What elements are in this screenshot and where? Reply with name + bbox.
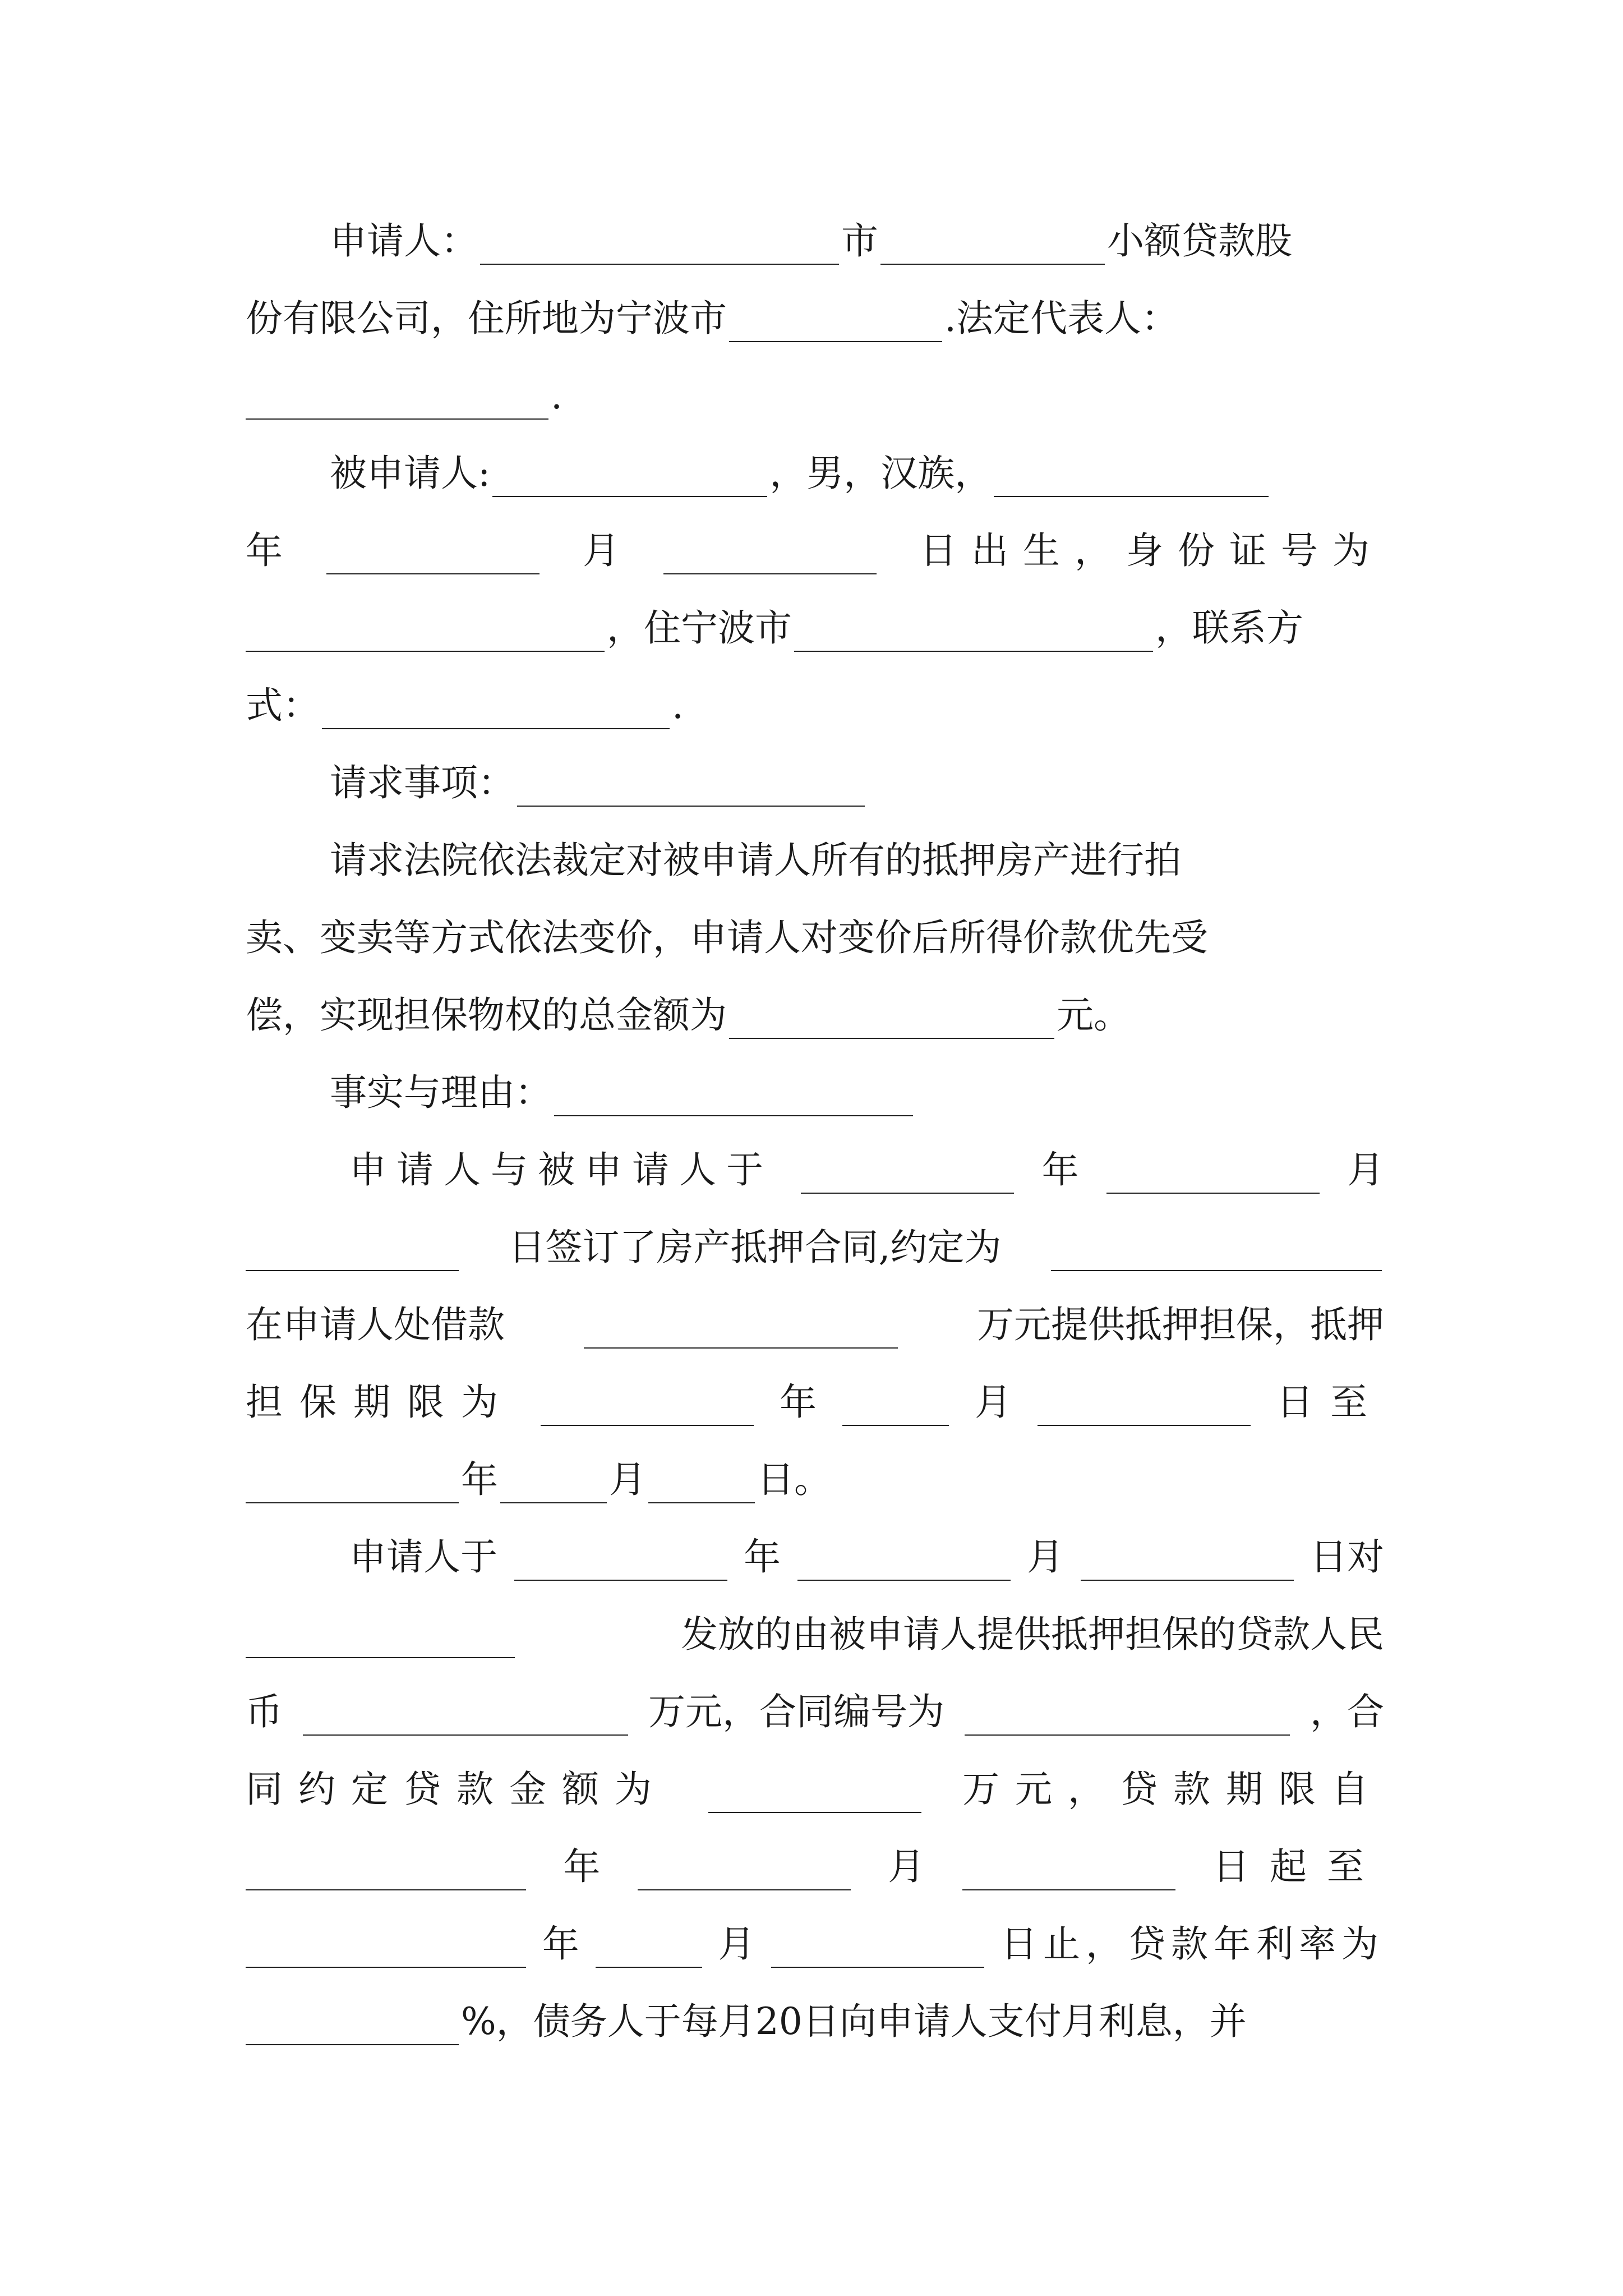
- loan-line-4: [246, 1761, 1384, 1818]
- blank-guarantee-start-year[interactable]: [541, 1390, 754, 1426]
- facts-heading: 事实与理由：: [330, 1071, 552, 1114]
- blank-agreed-party[interactable]: [1051, 1235, 1382, 1271]
- text-year: 年: [246, 529, 283, 572]
- respondent-line-4: [246, 678, 1384, 734]
- blank-term-start-day[interactable]: [962, 1855, 1175, 1890]
- blank-term-end-day[interactable]: [771, 1932, 984, 1968]
- claims-heading-line: [246, 755, 1384, 811]
- blank-interest-rate[interactable]: [246, 2009, 459, 2045]
- text-contact-label: 式：: [246, 684, 320, 727]
- facts-line-5: [246, 1452, 1384, 1508]
- blank-address[interactable]: [729, 306, 942, 342]
- blank-claims[interactable]: [517, 771, 865, 807]
- loan-line-2: [246, 1607, 1384, 1663]
- text-legal-rep: .法定代表人：: [944, 297, 1178, 340]
- blank-guarantee-start-month[interactable]: [842, 1390, 949, 1426]
- blank-agreed-amount[interactable]: [708, 1777, 921, 1813]
- blank-legal-rep[interactable]: [246, 384, 548, 420]
- text-city: 市: [841, 219, 878, 263]
- facts-text-2: 日签订了房产抵押合同,约定为: [508, 1226, 1002, 1269]
- blank-respondent-name[interactable]: [492, 461, 767, 497]
- facts-text-5: 担保期限为: [246, 1381, 515, 1424]
- text-month-4: 月: [609, 1458, 646, 1501]
- text-rmb: 币: [246, 1690, 283, 1733]
- applicant-line-2: [246, 291, 1384, 347]
- blank-total-amount[interactable]: [729, 1003, 1054, 1039]
- facts-text-3: 在申请人处借款: [246, 1303, 505, 1346]
- respondent-line-2: [246, 523, 1384, 579]
- claims-heading: 请求事项：: [330, 761, 515, 804]
- blank-sign-month[interactable]: [1106, 1158, 1320, 1194]
- loan-line-3: [246, 1684, 1384, 1740]
- text-day-from: 日起至: [1212, 1845, 1384, 1888]
- blank-rmb-amount[interactable]: [303, 1700, 628, 1736]
- blank-guarantee-end-month[interactable]: [500, 1467, 607, 1503]
- text-gender-ethnicity: ，男，汉族，: [769, 452, 992, 495]
- text-month: 月: [583, 529, 620, 572]
- text-residence: ，住宁波市: [607, 606, 792, 650]
- text-year-6: 年: [563, 1845, 601, 1888]
- text-company-address: 份有限公司，住所地为宁波市: [246, 297, 727, 340]
- claims-text-2: 卖、变卖等方式依法变价，申请人对变价后所得价款优先受: [246, 916, 1208, 959]
- respondent-line-1: [246, 445, 1384, 501]
- text-period: .: [551, 374, 562, 417]
- text-month-3: 月: [975, 1381, 1012, 1424]
- blank-term-start-year[interactable]: [246, 1855, 526, 1890]
- text-year-4: 年: [461, 1458, 498, 1501]
- claims-text-3: 偿，实现担保物权的总金额为: [246, 993, 727, 1037]
- blank-loan-day[interactable]: [1081, 1545, 1294, 1581]
- loan-line-7: [246, 1994, 1384, 2050]
- loan-text-6: 万元，贷款期限自: [962, 1768, 1384, 1811]
- text-yuan: 元。: [1057, 993, 1131, 1037]
- loan-line-1: [246, 1529, 1384, 1585]
- blank-sign-day[interactable]: [246, 1235, 459, 1271]
- blank-applicant-company[interactable]: [880, 229, 1105, 265]
- claims-line-3: [246, 987, 1384, 1043]
- text-contact: ，联系方: [1155, 606, 1303, 650]
- respondent-label: 被申请人:: [330, 452, 491, 495]
- blank-facts[interactable]: [554, 1080, 913, 1116]
- text-company-type: 小额贷款股: [1107, 219, 1292, 263]
- text-year-2: 年: [1041, 1148, 1079, 1191]
- facts-text-1: 申请人与被申请人于: [349, 1148, 773, 1191]
- applicant-label: 申请人：: [330, 219, 478, 263]
- text-year-5: 年: [744, 1535, 781, 1579]
- blank-sign-year[interactable]: [801, 1158, 1014, 1194]
- text-year-3: 年: [780, 1381, 817, 1424]
- blank-residence[interactable]: [794, 616, 1153, 652]
- blank-birth-month[interactable]: [326, 539, 540, 574]
- blank-borrower[interactable]: [246, 1622, 515, 1658]
- blank-contract-number[interactable]: [965, 1700, 1290, 1736]
- claims-line-1: [246, 832, 1384, 889]
- applicant-line-1: [246, 213, 1384, 269]
- loan-line-6: [246, 1916, 1384, 1972]
- text-month-5: 月: [1027, 1535, 1064, 1579]
- loan-text-1: 申请人于: [349, 1535, 497, 1579]
- text-month-2: 月: [1347, 1148, 1384, 1191]
- facts-line-4: [246, 1374, 1384, 1430]
- blank-id-number[interactable]: [246, 616, 605, 652]
- blank-term-start-month[interactable]: [638, 1855, 851, 1890]
- loan-text-7: 日止，贷款年利率为: [1000, 1922, 1384, 1966]
- text-day-end: 日。: [757, 1458, 831, 1501]
- loan-text-8: %，债务人于每月20日向申请人支付月利息，并: [461, 2000, 1247, 2043]
- text-month-7: 月: [718, 1922, 755, 1966]
- blank-guarantee-end-year[interactable]: [246, 1467, 459, 1503]
- blank-loan-year[interactable]: [514, 1545, 727, 1581]
- loan-text-4: ，合: [1310, 1690, 1384, 1733]
- text-period-2: .: [672, 684, 684, 727]
- facts-text-4: 万元提供抵押担保，抵押: [977, 1303, 1384, 1346]
- blank-guarantee-start-day[interactable]: [1038, 1390, 1251, 1426]
- claims-text-1: 请求法院依法裁定对被申请人所有的抵押房产进行拍: [330, 839, 1181, 882]
- facts-line-1: [246, 1142, 1384, 1198]
- facts-heading-line: [246, 1065, 1384, 1121]
- blank-birth-day[interactable]: [663, 539, 877, 574]
- facts-line-2: [246, 1220, 1384, 1276]
- blank-term-end-year[interactable]: [246, 1932, 526, 1968]
- loan-text-2: 发放的由被申请人提供抵押担保的贷款人民: [681, 1613, 1384, 1656]
- applicant-line-3: [246, 368, 1384, 424]
- loan-text-5: 同约定贷款金额为: [246, 1768, 667, 1811]
- blank-loan-amount[interactable]: [584, 1313, 898, 1349]
- text-year-7: 年: [542, 1922, 579, 1966]
- text-id-number: 日出生，身份证号为: [920, 529, 1384, 572]
- loan-line-5: [246, 1839, 1384, 1895]
- text-day-to: 日至: [1276, 1381, 1384, 1424]
- loan-text-3: 万元，合同编号为: [648, 1690, 944, 1733]
- blank-birth-year[interactable]: [994, 461, 1269, 497]
- text-day-to-2: 日对: [1310, 1535, 1384, 1579]
- facts-line-3: [246, 1297, 1384, 1353]
- blank-contact[interactable]: [322, 693, 670, 729]
- respondent-line-3: [246, 600, 1384, 656]
- claims-line-2: [246, 910, 1384, 966]
- blank-term-end-month[interactable]: [596, 1932, 702, 1968]
- blank-applicant-city[interactable]: [480, 229, 839, 265]
- text-month-6: 月: [888, 1845, 925, 1888]
- blank-guarantee-end-day[interactable]: [648, 1467, 755, 1503]
- blank-loan-month[interactable]: [797, 1545, 1011, 1581]
